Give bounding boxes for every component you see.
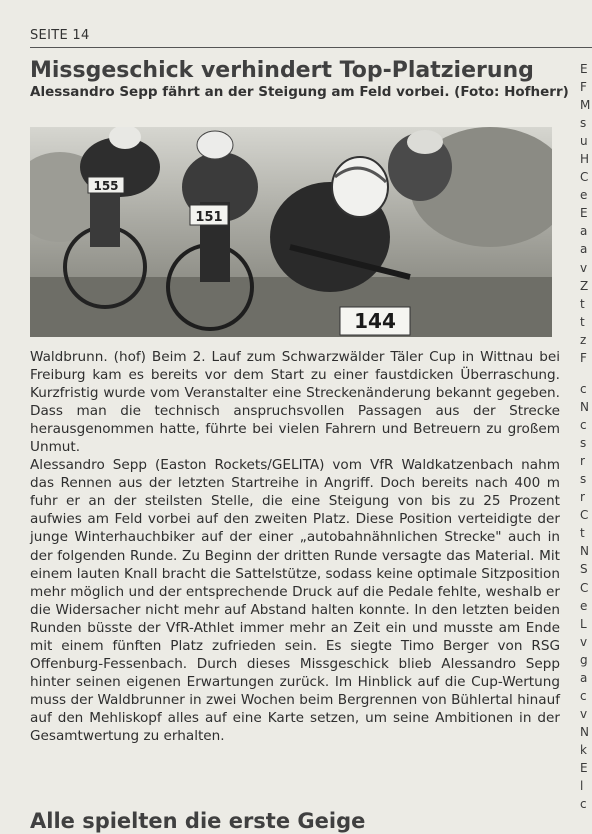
article-paragraph-1: Waldbrunn. (hof) Beim 2. Lauf zum Schwarzwälder Täler Cup in Wittnau bei Freiburg kam es bereits vor dem Start zu einer faustdicken Überraschung. Kurzfristig wurde vom Veranstalter eine Streckenänderung bekannt gegeben. Dass man die technisch anspruchsvollen Passagen aus der Strecke herausgenommen hatte, führte bei vielen Fahrern und Betreuern zu großem Unmut. [30,349,560,456]
article-paragraph-2: Alessandro Sepp (Easton Rockets/GELITA) vom VfR Waldkatzenbach nahm das Rennen aus der letzten Startreihe in Angriff. Doch bereits nach 400 m fuhr er an der steilsten Stelle, die eine Steigung von bis zu 25 Prozent aufwies am Feld vorbei auf den zweiten Platz. Diese Position verteidigte der junge Winterhauchbiker auf der einer „autobahnähnlichen Strecke" auch in der folgenden Runde. Zu Beginn der dritten Runde versagte das Material. Mit einem lauten Knall bracht die Sattelstütze, sodass keine optimale Sitzposition mehr möglich und der entsprechende Druck auf die Pedale fehlte, weshalb er die Widersacher nicht mehr auf Abstand halten konnte. In den letzten beiden Runden büsste der VfR-Athlet immer mehr an Zeit ein und musste am Ende mit einem fünften Platz zufrieden sein. Es siegte Timo Berger von RSG Offenburg-Fessenbach. Durch dieses Missgeschick blieb Alessandro Sepp hinter seinen eigenen Erwartungen zurück. Im Hinblick auf die Cup-Wertung muss der Waldbrunner in zwei Wochen beim Bergrennen von Bühlertal hinauf auf den Mehliskopf alles auf eine Karte setzen, um seine Ambitionen in der Gesamtwertung zu erhalten. [30,457,560,744]
adjacent-column-fragment-bottom: c N c s r s r C t N S C e L v g a c v N k E l c [580,382,589,812]
bib-144: 144 [354,309,396,333]
article-body [30,348,560,745]
header-rule [30,47,592,48]
photo-caption: Alessandro Sepp fährt an der Steigung am Feld vorbei. (Foto: Hofherr) [30,84,569,100]
race-photo [30,127,552,337]
article-headline: Missgeschick verhindert Top-Platzierung [30,58,534,83]
mountain-bike-race-illustration [30,127,552,337]
bib-151: 151 [195,210,223,225]
next-article-headline: Alle spielten die erste Geige [30,809,366,833]
adjacent-column-fragment-top: E F M s u H C e E a a v Z t t z F [580,62,591,365]
page-number: SEITE 14 [30,28,90,43]
bib-155: 155 [93,179,119,193]
